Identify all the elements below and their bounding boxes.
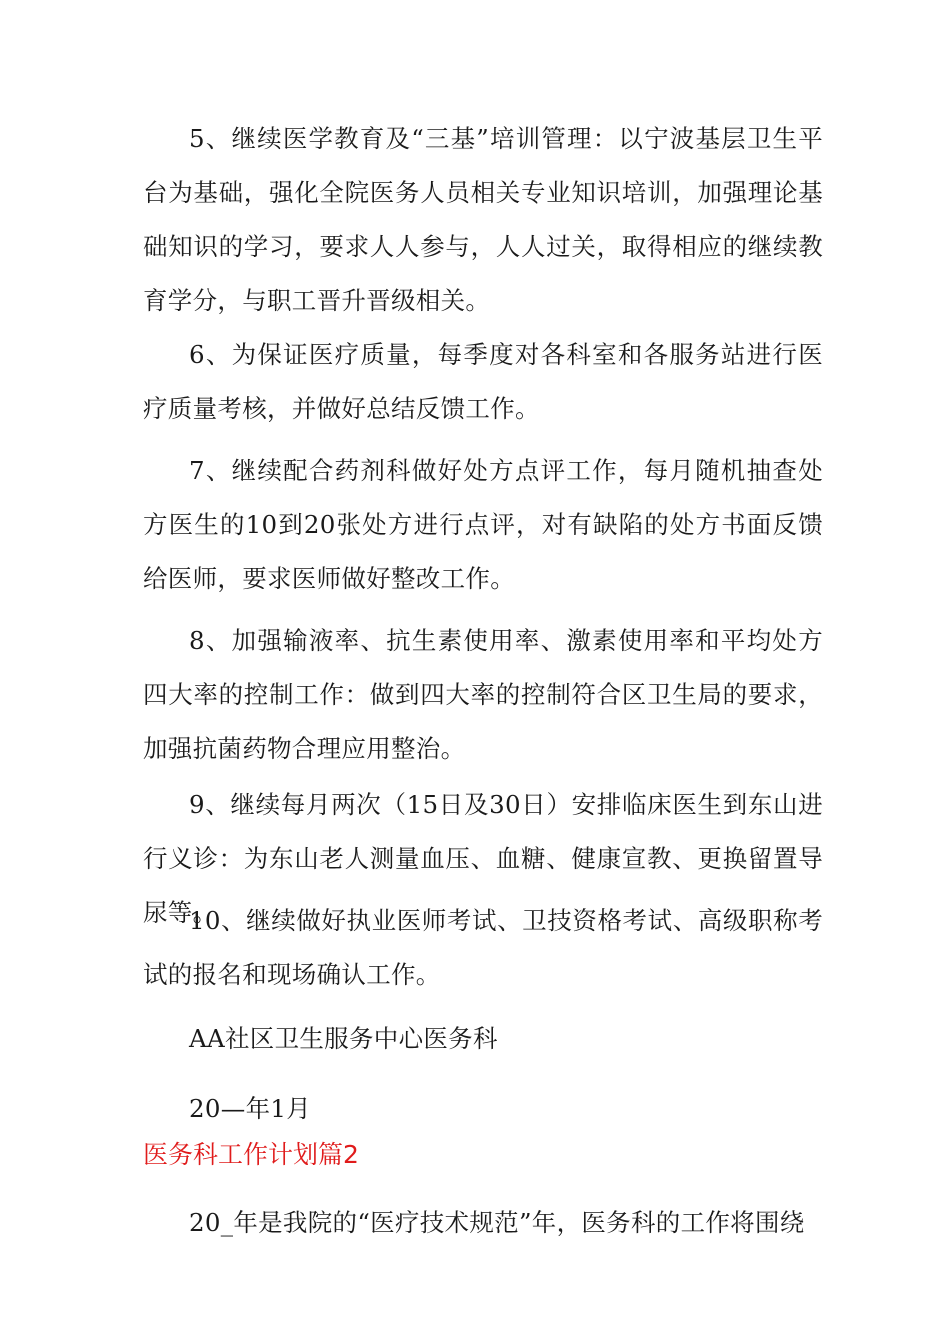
- date-line: 20—年1月: [189, 1094, 312, 1123]
- paragraph-item-10: 10、继续做好执业医师考试、卫技资格考试、高级职称考试的报名和现场确认工作。: [143, 906, 823, 989]
- paragraph-item-6: 6、为保证医疗质量，每季度对各科室和各服务站进行医疗质量考核，并做好总结反馈工作。: [143, 340, 823, 423]
- section-heading: 医务科工作计划篇2: [143, 1140, 359, 1169]
- paragraph-item-5: 5、继续医学教育及“三基”培训管理：以宁波基层卫生平台为基础，强化全院医务人员相关专业知识培训，加强理论基础知识的学习，要求人人参与，人人过关，取得相应的继续教育学分，与职工晋升晋级相关。: [143, 124, 823, 315]
- paragraph-item-7: 7、继续配合药剂科做好处方点评工作，每月随机抽查处方医生的10到20张处方进行点评，对有缺陷的处方书面反馈给医师，要求医师做好整改工作。: [143, 456, 823, 593]
- paragraph-item-8: 8、加强输液率、抗生素使用率、激素使用率和平均处方四大率的控制工作：做到四大率的控制符合区卫生局的要求，加强抗菌药物合理应用整治。: [143, 626, 823, 763]
- paragraph-item-9: 9、继续每月两次（15日及30日）安排临床医生到东山进行义诊：为东山老人测量血压、血糖、健康宣教、更换留置导尿等。: [143, 790, 823, 927]
- signature-line: AA社区卫生服务中心医务科: [189, 1024, 498, 1053]
- intro-line: 20_年是我院的“医疗技术规范”年，医务科的工作将围绕: [189, 1208, 805, 1237]
